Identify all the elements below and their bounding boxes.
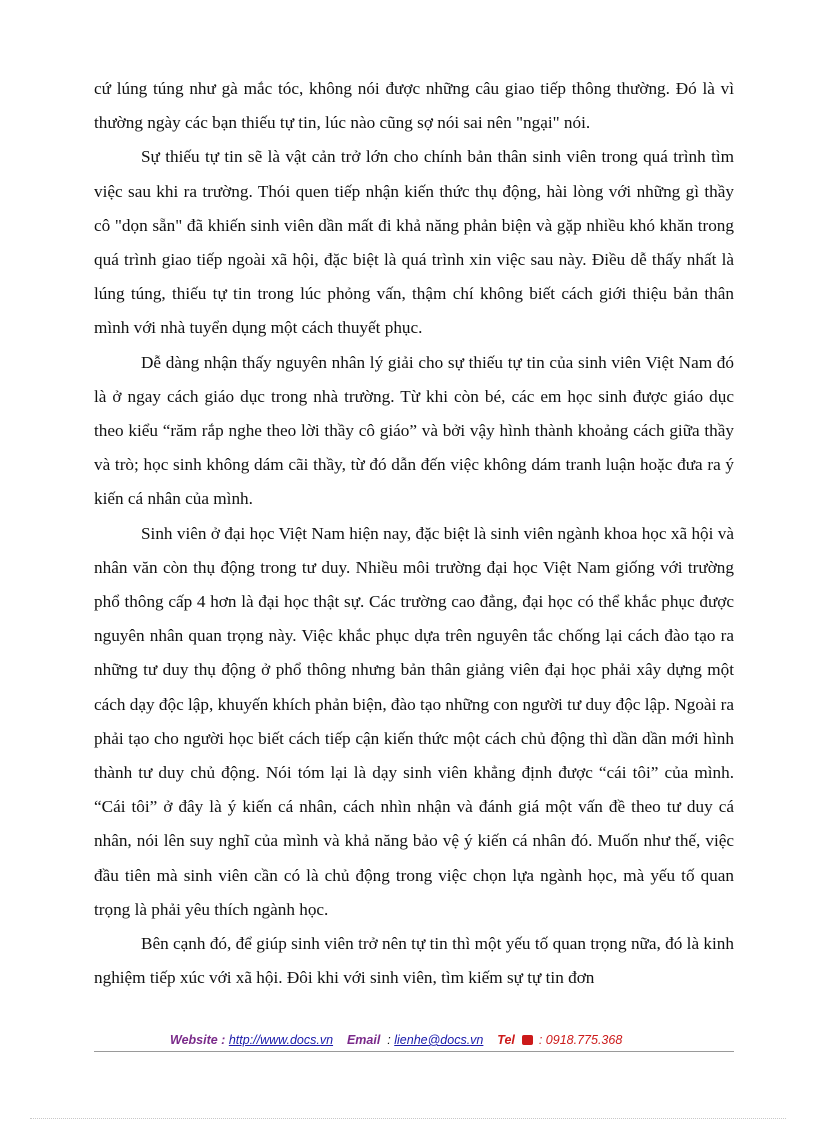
email-separator: : xyxy=(387,1033,391,1047)
document-body xyxy=(94,72,734,995)
paragraph: Sự thiếu tự tin sẽ là vật cản trở lớn cho chính bản thân sinh viên trong quá trình tìm việc sau khi ra trường. Thói quen tiếp nhận kiến thức thụ động, hài lòng với những gì thầy cô "dọn sẵn" đã khiến sinh viên dần mất đi khả năng phản biện và gặp nhiều khó khăn trong quá trình giao tiếp ngoài xã hội, đặc biệt là quá trình xin việc sau này. Điều dễ thấy nhất là lúng túng, thiếu tự tin trong lúc phỏng vấn, thậm chí không biết cách giới thiệu bản thân mình với nhà tuyển dụng một cách thuyết phục. xyxy=(94,147,734,338)
paragraph: Bên cạnh đó, để giúp sinh viên trở nên tự tin thì một yếu tố quan trọng nữa, đó là kinh nghiệm tiếp xúc với xã hội. Đôi khi với sinh viên, tìm kiếm sự tự tin đơn xyxy=(94,934,734,988)
telephone-icon xyxy=(522,1035,533,1045)
page-footer xyxy=(170,1033,730,1047)
page-bottom-dotted-line xyxy=(30,1118,786,1119)
phone-number: : 0918.775.368 xyxy=(538,1033,623,1047)
email-link[interactable]: lienhe@docs.vn xyxy=(394,1033,484,1047)
email-label: Email xyxy=(346,1033,381,1047)
paragraph: Sinh viên ở đại học Việt Nam hiện nay, đặc biệt là sinh viên ngành khoa học xã hội và nhân văn còn thụ động trong tư duy. Nhiều môi trường đại học Việt Nam giống với trường phổ thông cấp 4 hơn là đại học thật sự. Các trường cao đẳng, đại học có thể khắc phục được nguyên nhân quan trọng này. Việc khắc phục dựa trên nguyên tắc chống lại cách đào tạo ra những tư duy thụ động ở phổ thông nhưng bản thân giảng viên đại học phải xây dựng một cách dạy độc lập, khuyến khích phản biện, đào tạo những con người tư duy độc lập. Ngoài ra phải tạo cho người học biết cách tiếp cận kiến thức một cách chủ động thì dần dần mới hình thành tư duy chủ động. Nói tóm lại là dạy sinh viên khẳng định được “cái tôi” của mình. “Cái tôi” ở đây là ý kiến cá nhân, cách nhìn nhận và đánh giá một vấn đề theo tư duy cá nhân, nói lên suy nghĩ của mình và khả năng bảo vệ ý kiến cá nhân đó. Muốn như thế, việc đầu tiên mà sinh viên cần có là chủ động trong việc chọn lựa ngành học, mà yếu tố quan trọng là phải yêu thích ngành học. xyxy=(94,523,734,919)
paragraph-continued: cứ lúng túng như gà mắc tóc, không nói được những câu giao tiếp thông thường. Đó là vì thường ngày các bạn thiếu tự tin, lúc nào cũng sợ nói sai nên "ngại" nói. xyxy=(94,79,734,133)
tel-label: Tel xyxy=(497,1033,515,1047)
website-label: Website : xyxy=(170,1033,226,1047)
footer-divider xyxy=(94,1051,734,1052)
website-link[interactable]: http://www.docs.vn xyxy=(228,1033,334,1047)
paragraph: Dễ dàng nhận thấy nguyên nhân lý giải cho sự thiếu tự tin của sinh viên Việt Nam đó là ở ngay cách giáo dục trong nhà trường. Từ khi còn bé, các em học sinh được giáo dục theo kiểu “răm rắp nghe theo lời thầy cô giáo” và bởi vậy hình thành khoảng cách giữa thầy và trò; học sinh không dám cãi thầy, từ đó dẫn đến việc không dám tranh luận hoặc đưa ra ý kiến cá nhân của mình. xyxy=(94,352,734,509)
